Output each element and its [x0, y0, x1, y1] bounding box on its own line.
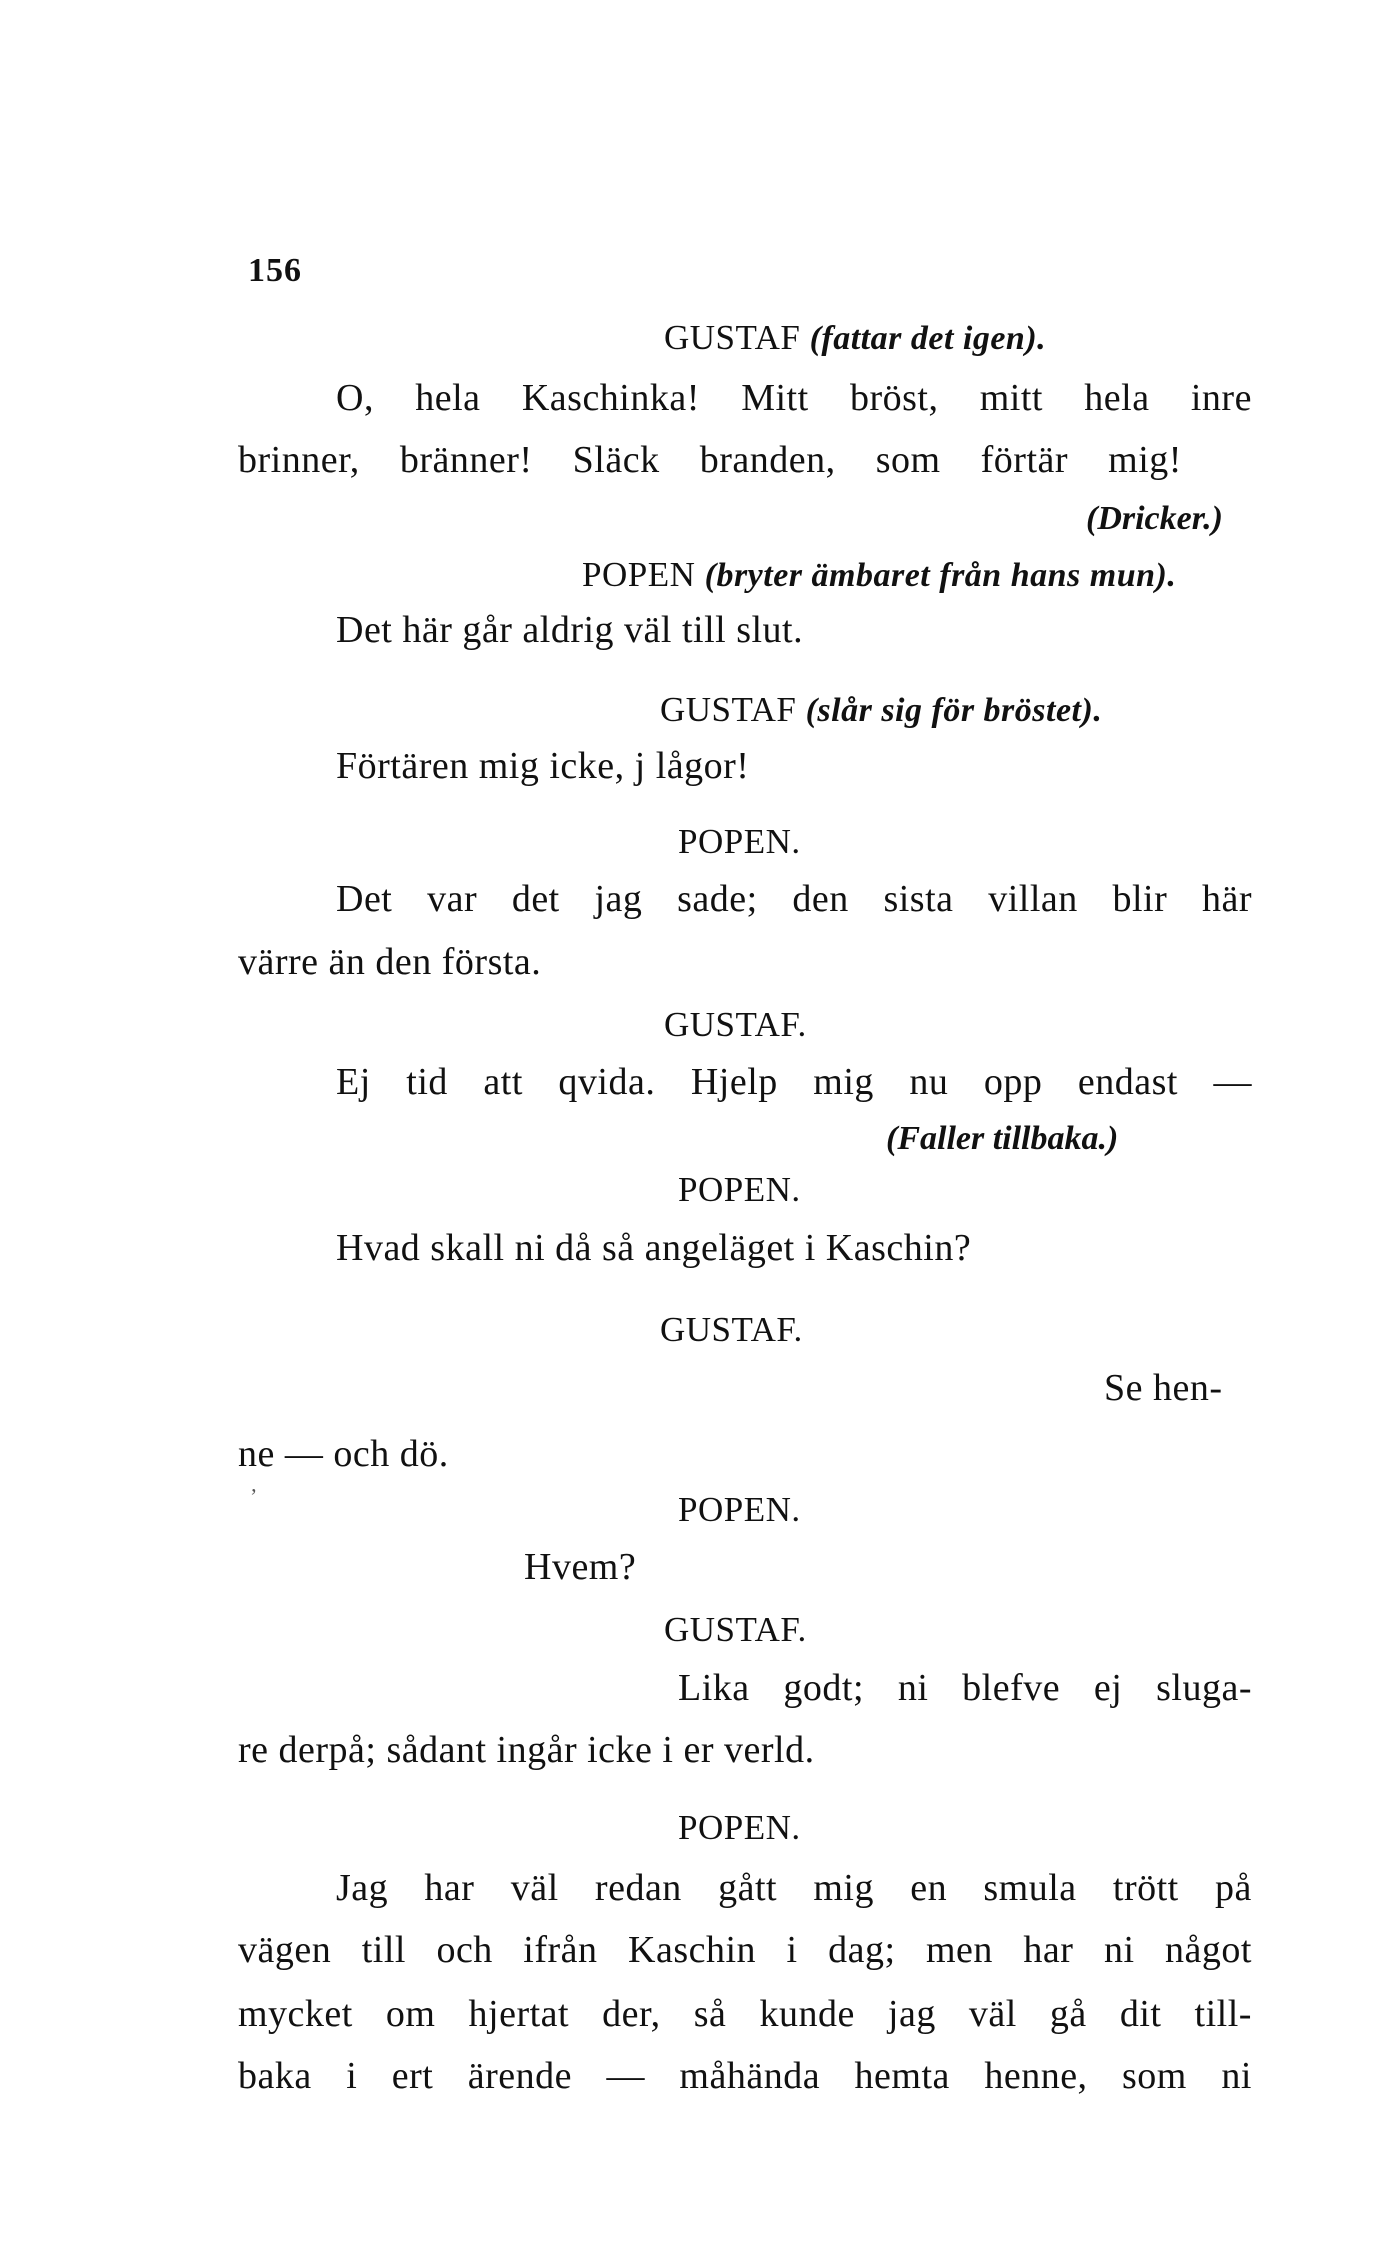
- speaker-name: POPEN.: [678, 1170, 801, 1209]
- speaker-name: POPEN.: [678, 822, 801, 861]
- word: bränner!: [399, 439, 533, 481]
- word: sade;: [677, 878, 758, 920]
- word: men: [926, 1929, 993, 1971]
- word: vägen: [238, 1929, 332, 1971]
- word: något: [1164, 1929, 1252, 1971]
- stage-direction: (Dricker.): [1086, 500, 1223, 537]
- word: —: [1213, 1061, 1252, 1103]
- word: på: [1215, 1867, 1252, 1909]
- text-line: värre än den första.: [238, 941, 542, 983]
- word: i: [786, 1929, 798, 1971]
- word: ni: [897, 1667, 929, 1709]
- text-line: Hvad skall ni då så angeläget i Kaschin?: [336, 1227, 972, 1269]
- speaker-heading: [582, 555, 1176, 595]
- text-line: [336, 1866, 1252, 1910]
- text-line: Hvem?: [524, 1546, 637, 1588]
- word: branden,: [699, 439, 836, 481]
- speaker-name: GUSTAF: [660, 690, 797, 729]
- word: —: [606, 2055, 645, 2097]
- word: Det: [336, 878, 393, 920]
- word: i: [346, 2055, 358, 2097]
- word: Släck: [572, 439, 660, 481]
- text-line: [336, 877, 1252, 921]
- word: ej: [1093, 1667, 1123, 1709]
- word: måhända: [679, 2055, 821, 2097]
- word: jag: [594, 878, 643, 920]
- word: baka: [238, 2055, 312, 2097]
- word: nu: [909, 1061, 949, 1103]
- word: der,: [602, 1993, 661, 2035]
- word: Hjelp: [690, 1061, 778, 1103]
- word: hela: [415, 377, 481, 419]
- speaker-name: GUSTAF.: [660, 1310, 803, 1349]
- text-line: [238, 2054, 1252, 2098]
- word: det: [511, 878, 560, 920]
- word: tid: [406, 1061, 448, 1103]
- text-line: [238, 438, 1182, 482]
- speaker-heading: [660, 690, 1102, 730]
- stage-direction: (bryter ämbaret från hans mun).: [704, 557, 1177, 594]
- word: ni: [1221, 2055, 1252, 2097]
- text-line: ne — och dö.: [238, 1433, 449, 1475]
- word: smula: [983, 1867, 1077, 1909]
- word: hjertat: [468, 1993, 570, 2035]
- word: opp: [983, 1061, 1043, 1103]
- word: mig: [813, 1867, 874, 1909]
- text-line: [336, 376, 1252, 420]
- word: endast: [1077, 1061, 1178, 1103]
- text-line: re derpå; sådant ingår icke i er verld.: [238, 1729, 815, 1771]
- word: om: [385, 1993, 436, 2035]
- word: förtär: [980, 439, 1069, 481]
- word: som: [1122, 2055, 1187, 2097]
- word: O,: [336, 377, 374, 419]
- speaker-name: POPEN: [582, 555, 696, 594]
- word: väl: [968, 1993, 1017, 2035]
- word: blefve: [962, 1667, 1061, 1709]
- word: en: [910, 1867, 948, 1909]
- word: godt;: [783, 1667, 865, 1709]
- speaker-name: POPEN.: [678, 1490, 801, 1529]
- word: ni: [1103, 1929, 1135, 1971]
- word: mycket: [238, 1993, 353, 2035]
- word: Mitt: [741, 377, 809, 419]
- word: dag;: [828, 1929, 896, 1971]
- page-number: 156: [248, 252, 302, 289]
- word: gå: [1049, 1993, 1087, 2035]
- word: har: [424, 1867, 475, 1909]
- word: kunde: [759, 1993, 855, 2035]
- word: att: [483, 1061, 523, 1103]
- text-line: Se hen-: [1104, 1367, 1223, 1409]
- word: villan: [988, 878, 1078, 920]
- speaker-name: GUSTAF: [664, 318, 801, 357]
- word: Kaschinka!: [521, 377, 700, 419]
- word: bröst,: [849, 377, 939, 419]
- word: Lika: [678, 1667, 750, 1709]
- word: ifrån: [523, 1929, 598, 1971]
- word: qvida.: [558, 1061, 656, 1103]
- word: Ej: [336, 1061, 371, 1103]
- word: väl: [510, 1867, 559, 1909]
- word: blir: [1112, 878, 1168, 920]
- text-line: [238, 1928, 1252, 1972]
- word: jag: [887, 1993, 936, 2035]
- word: ert: [391, 2055, 434, 2097]
- word: till: [361, 1929, 406, 1971]
- word: ärende: [467, 2055, 572, 2097]
- word: och: [436, 1929, 493, 1971]
- stage-direction: (Faller tillbaka.): [886, 1120, 1119, 1157]
- word: trött: [1112, 1867, 1179, 1909]
- word: dit: [1119, 1993, 1162, 2035]
- word: sluga-: [1156, 1667, 1252, 1709]
- word: mig: [813, 1061, 874, 1103]
- word: hemta: [854, 2055, 950, 2097]
- word: Kaschin: [628, 1929, 757, 1971]
- text-line: Det här går aldrig väl till slut.: [336, 609, 804, 651]
- print-speck: ʼ: [250, 1484, 258, 1509]
- text-line: Förtären mig icke, j lågor!: [336, 745, 750, 787]
- word: mitt: [979, 377, 1043, 419]
- speaker-name: GUSTAF.: [664, 1005, 807, 1044]
- word: mig!: [1108, 439, 1182, 481]
- word: var: [427, 878, 478, 920]
- word: henne,: [984, 2055, 1088, 2097]
- word: som: [875, 439, 941, 481]
- word: så: [693, 1993, 727, 2035]
- text-line: [678, 1666, 1252, 1710]
- speaker-heading: [664, 318, 1046, 358]
- word: hela: [1084, 377, 1150, 419]
- word: har: [1023, 1929, 1074, 1971]
- speaker-name: GUSTAF.: [664, 1610, 807, 1649]
- word: brinner,: [238, 439, 360, 481]
- text-line: [336, 1060, 1252, 1104]
- word: Jag: [336, 1867, 389, 1909]
- stage-direction: (slår sig för bröstet).: [805, 692, 1103, 729]
- word: här: [1201, 878, 1252, 920]
- text-line: [238, 1992, 1252, 2036]
- word: sista: [883, 878, 954, 920]
- word: gått: [718, 1867, 778, 1909]
- stage-direction: (fattar det igen).: [809, 320, 1047, 357]
- word: till-: [1194, 1993, 1252, 2035]
- word: redan: [594, 1867, 682, 1909]
- word: inre: [1190, 377, 1252, 419]
- word: den: [792, 878, 849, 920]
- speaker-name: POPEN.: [678, 1808, 801, 1847]
